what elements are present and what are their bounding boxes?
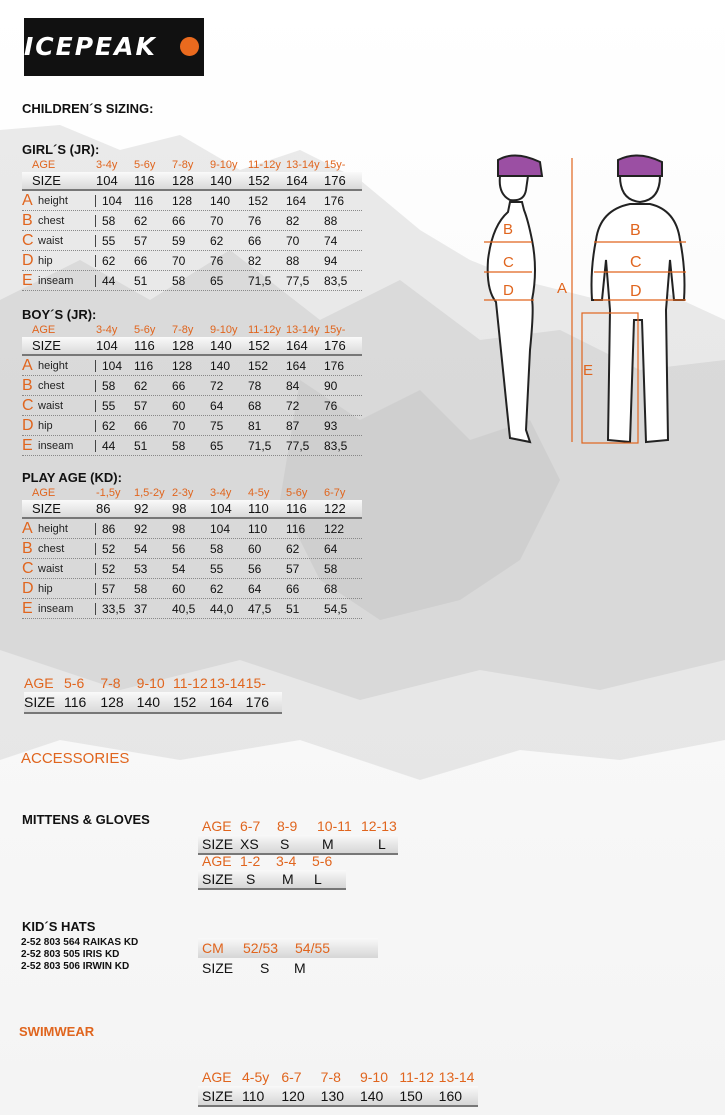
size-cell: 86 bbox=[96, 501, 111, 516]
size-cell: S bbox=[260, 960, 270, 976]
value-cell: 104 bbox=[102, 193, 123, 208]
size-cell: 140 bbox=[210, 173, 232, 188]
age-cell: 8-9 bbox=[277, 817, 298, 834]
value-cell: 62 bbox=[210, 233, 224, 248]
age-label: AGE bbox=[202, 817, 232, 834]
value-cell: 52 bbox=[102, 561, 116, 576]
age-cell: 5-6y bbox=[134, 324, 156, 336]
value-cell: 74 bbox=[324, 233, 338, 248]
age-cell: 13-14y bbox=[286, 159, 320, 171]
size-cell: 164 bbox=[286, 173, 308, 188]
girls-size-table bbox=[22, 158, 362, 291]
value-cell: 58 bbox=[102, 213, 116, 228]
girls-title: GIRL´S (JR): bbox=[22, 142, 100, 157]
age-cell: 12-13 bbox=[361, 817, 397, 834]
value-cell: 52 bbox=[102, 541, 116, 556]
value-cell: 70 bbox=[286, 233, 300, 248]
value-cell: 76 bbox=[324, 398, 338, 413]
age-cell: 13-14y bbox=[286, 324, 320, 336]
size-row bbox=[22, 337, 362, 356]
measure-name: hip bbox=[32, 255, 96, 267]
value-cell: 62 bbox=[102, 253, 116, 268]
age-cell: 15y- bbox=[324, 324, 346, 336]
age-cell: -1,5y bbox=[96, 487, 121, 499]
size-cell: 130 bbox=[320, 1087, 345, 1104]
measure-name: chest bbox=[32, 543, 96, 555]
hats-title: KID´S HATS bbox=[22, 919, 96, 934]
value-cell: 55 bbox=[102, 233, 116, 248]
value-cell: 83,5 bbox=[324, 438, 348, 453]
measure-letter: A bbox=[22, 191, 33, 209]
value-cell: 76 bbox=[210, 253, 224, 268]
age-cell: 11-12 bbox=[399, 1068, 435, 1085]
value-cell: 81 bbox=[248, 418, 262, 433]
age-label: AGE bbox=[32, 159, 56, 171]
value-cell: 58 bbox=[172, 273, 186, 288]
summary-size-table bbox=[24, 674, 282, 714]
age-label: AGE bbox=[32, 324, 56, 336]
mittens-small-size-table bbox=[198, 852, 346, 890]
figure-label-e: E bbox=[583, 362, 594, 379]
size-cell: L bbox=[314, 871, 322, 887]
measure-letter: A bbox=[22, 519, 33, 537]
value-cell: 70 bbox=[172, 418, 186, 433]
value-cell: 56 bbox=[172, 541, 186, 556]
measure-name: height bbox=[32, 195, 96, 207]
size-cell: 116 bbox=[286, 501, 307, 516]
value-cell: 58 bbox=[210, 541, 224, 556]
age-cell: 13-14 bbox=[438, 1068, 475, 1085]
value-cell: 44,0 bbox=[210, 601, 234, 616]
value-cell: 64 bbox=[324, 541, 338, 556]
value-cell: 60 bbox=[248, 541, 262, 556]
size-label: SIZE bbox=[202, 836, 234, 852]
value-cell: 57 bbox=[134, 233, 148, 248]
figure-label-d-side: D bbox=[503, 282, 514, 299]
measure-name: height bbox=[32, 360, 96, 372]
measure-name: waist bbox=[32, 400, 96, 412]
value-cell: 71,5 bbox=[248, 273, 272, 288]
value-cell: 66 bbox=[134, 418, 148, 433]
table-row bbox=[22, 211, 362, 231]
value-cell: 92 bbox=[134, 521, 148, 536]
value-cell: 58 bbox=[324, 561, 338, 576]
value-cell: 83,5 bbox=[324, 273, 348, 288]
age-cell: 3-4y bbox=[210, 487, 232, 499]
size-cell: 92 bbox=[134, 501, 149, 516]
value-cell: 78 bbox=[248, 378, 262, 393]
size-cell: L bbox=[378, 836, 386, 852]
value-cell: 128 bbox=[172, 193, 193, 208]
cap-icon bbox=[618, 155, 662, 176]
table-row bbox=[22, 191, 362, 211]
age-cell: 2-3y bbox=[172, 487, 194, 499]
value-cell: 152 bbox=[248, 193, 269, 208]
age-cell: 7-8 bbox=[320, 1068, 341, 1085]
measure-letter: B bbox=[22, 539, 33, 557]
size-cell: 164 bbox=[286, 338, 308, 353]
size-cell: 164 bbox=[209, 694, 233, 710]
table-row bbox=[22, 599, 362, 619]
size-cell: 110 bbox=[248, 501, 269, 516]
value-cell: 33,5 bbox=[102, 601, 126, 616]
table-row bbox=[22, 271, 362, 291]
value-cell: 77,5 bbox=[286, 273, 310, 288]
size-cell: 140 bbox=[210, 338, 232, 353]
size-cell: 152 bbox=[172, 694, 197, 710]
measure-name: waist bbox=[32, 235, 96, 247]
age-cell: 11-12y bbox=[248, 159, 281, 171]
age-cell: 9-10y bbox=[210, 159, 238, 171]
age-cell: 1-2 bbox=[240, 853, 261, 869]
value-cell: 94 bbox=[324, 253, 338, 268]
age-cell: 6-7 bbox=[240, 817, 261, 834]
size-cell: M bbox=[282, 871, 294, 887]
size-cell: 120 bbox=[281, 1087, 305, 1104]
measure-letter: E bbox=[22, 271, 33, 289]
value-cell: 82 bbox=[248, 253, 262, 268]
value-cell: 93 bbox=[324, 418, 338, 433]
value-cell: 54,5 bbox=[324, 601, 348, 616]
cm-label: CM bbox=[202, 940, 224, 956]
size-cell: 128 bbox=[172, 338, 194, 353]
age-cell: 3-4 bbox=[276, 853, 297, 869]
size-label: SIZE bbox=[202, 1087, 234, 1104]
size-cell: XS bbox=[240, 836, 259, 852]
value-cell: 84 bbox=[286, 378, 300, 393]
measurement-figure bbox=[470, 150, 700, 455]
figure-label-d-front: D bbox=[630, 283, 642, 300]
page-title: CHILDREN´S SIZING: bbox=[22, 101, 154, 116]
size-row bbox=[198, 958, 378, 978]
value-cell: 57 bbox=[134, 398, 148, 413]
size-cell: 176 bbox=[245, 694, 270, 710]
value-cell: 53 bbox=[134, 561, 148, 576]
value-cell: 58 bbox=[172, 438, 186, 453]
measure-letter: D bbox=[22, 251, 34, 269]
side-figure-icon bbox=[488, 155, 542, 442]
value-cell: 72 bbox=[286, 398, 300, 413]
value-cell: 62 bbox=[134, 213, 148, 228]
measure-letter: E bbox=[22, 599, 33, 617]
value-cell: 66 bbox=[134, 253, 148, 268]
value-cell: 62 bbox=[286, 541, 300, 556]
value-cell: 110 bbox=[248, 521, 268, 536]
age-cell: 9-10y bbox=[210, 324, 238, 336]
value-cell: 64 bbox=[248, 581, 262, 596]
age-label: AGE bbox=[202, 853, 232, 869]
cm-cell: 54/55 bbox=[295, 940, 331, 956]
swimwear-size-table bbox=[198, 1067, 478, 1107]
size-label: SIZE bbox=[202, 871, 234, 887]
boys-title: BOY´S (JR): bbox=[22, 307, 97, 322]
size-label: SIZE bbox=[32, 173, 61, 188]
measure-letter: D bbox=[22, 416, 34, 434]
size-cell: 176 bbox=[324, 173, 346, 188]
value-cell: 68 bbox=[248, 398, 262, 413]
size-cell: 128 bbox=[172, 173, 194, 188]
age-cell: 4-5y bbox=[242, 1068, 270, 1085]
value-cell: 77,5 bbox=[286, 438, 310, 453]
figure-label-b-front: B bbox=[630, 222, 641, 239]
value-cell: 116 bbox=[134, 358, 154, 373]
size-row bbox=[198, 870, 346, 890]
value-cell: 66 bbox=[286, 581, 300, 596]
cm-cell: 52/53 bbox=[243, 940, 279, 956]
value-cell: 66 bbox=[172, 213, 186, 228]
value-cell: 58 bbox=[134, 581, 148, 596]
age-label: AGE bbox=[24, 675, 54, 691]
table-row bbox=[22, 231, 362, 251]
value-cell: 65 bbox=[210, 438, 224, 453]
mittens-size-table bbox=[198, 816, 398, 855]
size-cell: 128 bbox=[100, 694, 124, 710]
value-cell: 51 bbox=[134, 438, 148, 453]
value-cell: 57 bbox=[286, 561, 300, 576]
size-cell: S bbox=[246, 871, 256, 887]
value-cell: 62 bbox=[134, 378, 148, 393]
value-cell: 76 bbox=[248, 213, 262, 228]
size-row bbox=[22, 500, 362, 519]
value-cell: 164 bbox=[286, 358, 307, 373]
measure-letter: C bbox=[22, 231, 34, 249]
value-cell: 65 bbox=[210, 273, 224, 288]
measure-letter: A bbox=[22, 356, 33, 374]
age-cell: 6-7 bbox=[281, 1068, 302, 1085]
value-cell: 66 bbox=[248, 233, 262, 248]
size-cell: 176 bbox=[324, 338, 346, 353]
age-cell: 10-11 bbox=[317, 817, 352, 834]
value-cell: 72 bbox=[210, 378, 224, 393]
measure-letter: C bbox=[22, 559, 34, 577]
size-label: SIZE bbox=[24, 694, 56, 710]
list-item: 2-52 803 506 IRWIN KD bbox=[21, 961, 130, 972]
age-cell: 11-12 bbox=[172, 675, 208, 691]
value-cell: 56 bbox=[248, 561, 262, 576]
measure-name: waist bbox=[32, 563, 96, 575]
measure-name: inseam bbox=[32, 275, 96, 287]
value-cell: 64 bbox=[210, 398, 224, 413]
size-label: SIZE bbox=[32, 501, 61, 516]
size-cell: 140 bbox=[136, 694, 161, 710]
value-cell: 104 bbox=[210, 521, 231, 536]
size-cell: 104 bbox=[210, 501, 232, 516]
value-cell: 176 bbox=[324, 358, 345, 373]
value-cell: 104 bbox=[102, 358, 123, 373]
swimwear-title: SWIMWEAR bbox=[19, 1024, 95, 1039]
list-item: 2-52 803 564 RAIKAS KD bbox=[21, 937, 139, 948]
age-cell: 5-6 bbox=[64, 675, 85, 691]
kids-title: PLAY AGE (KD): bbox=[22, 470, 122, 485]
brand-logo bbox=[24, 18, 204, 76]
age-cell: 1,5-2y bbox=[134, 487, 165, 499]
table-row bbox=[22, 436, 362, 456]
value-cell: 57 bbox=[102, 581, 116, 596]
table-row bbox=[22, 539, 362, 559]
age-cell: 7-8y bbox=[172, 159, 194, 171]
size-row bbox=[198, 1086, 478, 1107]
hats-size-table bbox=[198, 938, 378, 978]
value-cell: 128 bbox=[172, 358, 193, 373]
figure-label-a: A bbox=[557, 280, 568, 297]
measure-letter: C bbox=[22, 396, 34, 414]
age-cell: 6-7y bbox=[324, 487, 346, 499]
value-cell: 54 bbox=[134, 541, 148, 556]
measure-letter: D bbox=[22, 579, 34, 597]
table-row bbox=[22, 376, 362, 396]
size-cell: 116 bbox=[134, 173, 155, 188]
value-cell: 176 bbox=[324, 193, 345, 208]
value-cell: 122 bbox=[324, 521, 345, 536]
size-cell: M bbox=[322, 836, 334, 852]
size-cell: 98 bbox=[172, 501, 187, 516]
value-cell: 152 bbox=[248, 358, 269, 373]
measure-letter: B bbox=[22, 376, 33, 394]
value-cell: 86 bbox=[102, 521, 116, 536]
value-cell: 140 bbox=[210, 358, 231, 373]
value-cell: 58 bbox=[102, 378, 116, 393]
age-cell: 9-10 bbox=[359, 1068, 389, 1085]
value-cell: 44 bbox=[102, 273, 116, 288]
cm-row bbox=[198, 938, 378, 958]
age-cell: 7-8 bbox=[100, 675, 121, 691]
measure-letter: B bbox=[22, 211, 33, 229]
logo-dot-icon bbox=[180, 37, 199, 56]
size-cell: S bbox=[280, 836, 290, 852]
value-cell: 140 bbox=[210, 193, 231, 208]
value-cell: 59 bbox=[172, 233, 186, 248]
value-cell: 51 bbox=[286, 601, 300, 616]
size-cell: 140 bbox=[359, 1087, 384, 1104]
value-cell: 164 bbox=[286, 193, 307, 208]
value-cell: 75 bbox=[210, 418, 224, 433]
age-label: AGE bbox=[32, 487, 56, 499]
value-cell: 62 bbox=[102, 418, 116, 433]
size-cell: 122 bbox=[324, 501, 346, 516]
kids-size-table bbox=[22, 486, 362, 619]
figure-label-b-side: B bbox=[503, 221, 514, 238]
size-cell: 160 bbox=[438, 1087, 463, 1104]
table-row bbox=[22, 396, 362, 416]
value-cell: 88 bbox=[286, 253, 300, 268]
age-cell: 15y- bbox=[324, 159, 346, 171]
size-cell: 116 bbox=[64, 694, 87, 710]
size-cell: 150 bbox=[399, 1087, 423, 1104]
value-cell: 47,5 bbox=[248, 601, 272, 616]
table-row bbox=[22, 519, 362, 539]
value-cell: 98 bbox=[172, 521, 186, 536]
size-cell: 104 bbox=[96, 338, 118, 353]
age-cell: 13-14 bbox=[209, 675, 246, 691]
value-cell: 70 bbox=[210, 213, 224, 228]
size-label: SIZE bbox=[32, 338, 61, 353]
value-cell: 87 bbox=[286, 418, 300, 433]
value-cell: 40,5 bbox=[172, 601, 196, 616]
value-cell: 68 bbox=[324, 581, 338, 596]
value-cell: 66 bbox=[172, 378, 186, 393]
age-cell: 11-12y bbox=[248, 324, 281, 336]
size-cell: 152 bbox=[248, 173, 270, 188]
measure-name: hip bbox=[32, 583, 96, 595]
value-cell: 82 bbox=[286, 213, 300, 228]
value-cell: 51 bbox=[134, 273, 148, 288]
age-cell: 5-6y bbox=[286, 487, 308, 499]
value-cell: 55 bbox=[210, 561, 224, 576]
accessories-title: ACCESSORIES bbox=[21, 750, 130, 767]
size-cell: 116 bbox=[134, 338, 155, 353]
age-cell: 4-5y bbox=[248, 487, 270, 499]
value-cell: 37 bbox=[134, 601, 148, 616]
value-cell: 60 bbox=[172, 398, 186, 413]
value-cell: 44 bbox=[102, 438, 116, 453]
value-cell: 62 bbox=[210, 581, 224, 596]
age-cell: 3-4y bbox=[96, 159, 118, 171]
value-cell: 55 bbox=[102, 398, 116, 413]
logo-text: ICEPEAK bbox=[24, 32, 157, 61]
cap-icon bbox=[498, 155, 542, 176]
hats-product-list bbox=[21, 937, 138, 973]
table-row bbox=[22, 559, 362, 579]
value-cell: 116 bbox=[286, 521, 306, 536]
measure-name: chest bbox=[32, 215, 96, 227]
measure-name: height bbox=[32, 523, 96, 535]
age-cell: 15- bbox=[245, 675, 266, 691]
table-row bbox=[22, 356, 362, 376]
size-label: SIZE bbox=[202, 960, 234, 976]
value-cell: 54 bbox=[172, 561, 186, 576]
measure-name: chest bbox=[32, 380, 96, 392]
age-cell: 5-6y bbox=[134, 159, 156, 171]
size-cell: 152 bbox=[248, 338, 270, 353]
value-cell: 116 bbox=[134, 193, 154, 208]
figure-label-c-side: C bbox=[503, 254, 514, 271]
figure-label-c-front: C bbox=[630, 254, 642, 271]
size-cell: 110 bbox=[242, 1087, 265, 1104]
age-label: AGE bbox=[202, 1068, 232, 1085]
list-item: 2-52 803 505 IRIS KD bbox=[21, 949, 120, 960]
value-cell: 70 bbox=[172, 253, 186, 268]
table-row bbox=[22, 251, 362, 271]
value-cell: 90 bbox=[324, 378, 338, 393]
size-row bbox=[22, 172, 362, 191]
size-cell: 104 bbox=[96, 173, 118, 188]
value-cell: 88 bbox=[324, 213, 338, 228]
table-row bbox=[22, 579, 362, 599]
mittens-title: MITTENS & GLOVES bbox=[22, 812, 150, 827]
age-cell: 3-4y bbox=[96, 324, 118, 336]
measure-name: inseam bbox=[32, 603, 96, 615]
age-cell: 9-10 bbox=[136, 675, 165, 691]
boys-size-table bbox=[22, 323, 362, 456]
value-cell: 71,5 bbox=[248, 438, 272, 453]
measure-name: hip bbox=[32, 420, 96, 432]
age-cell: 7-8y bbox=[172, 324, 194, 336]
size-row bbox=[24, 692, 282, 714]
value-cell: 60 bbox=[172, 581, 186, 596]
table-row bbox=[22, 416, 362, 436]
measure-name: inseam bbox=[32, 440, 96, 452]
age-cell: 5-6 bbox=[312, 853, 333, 869]
size-cell: M bbox=[294, 960, 306, 976]
measure-letter: E bbox=[22, 436, 33, 454]
